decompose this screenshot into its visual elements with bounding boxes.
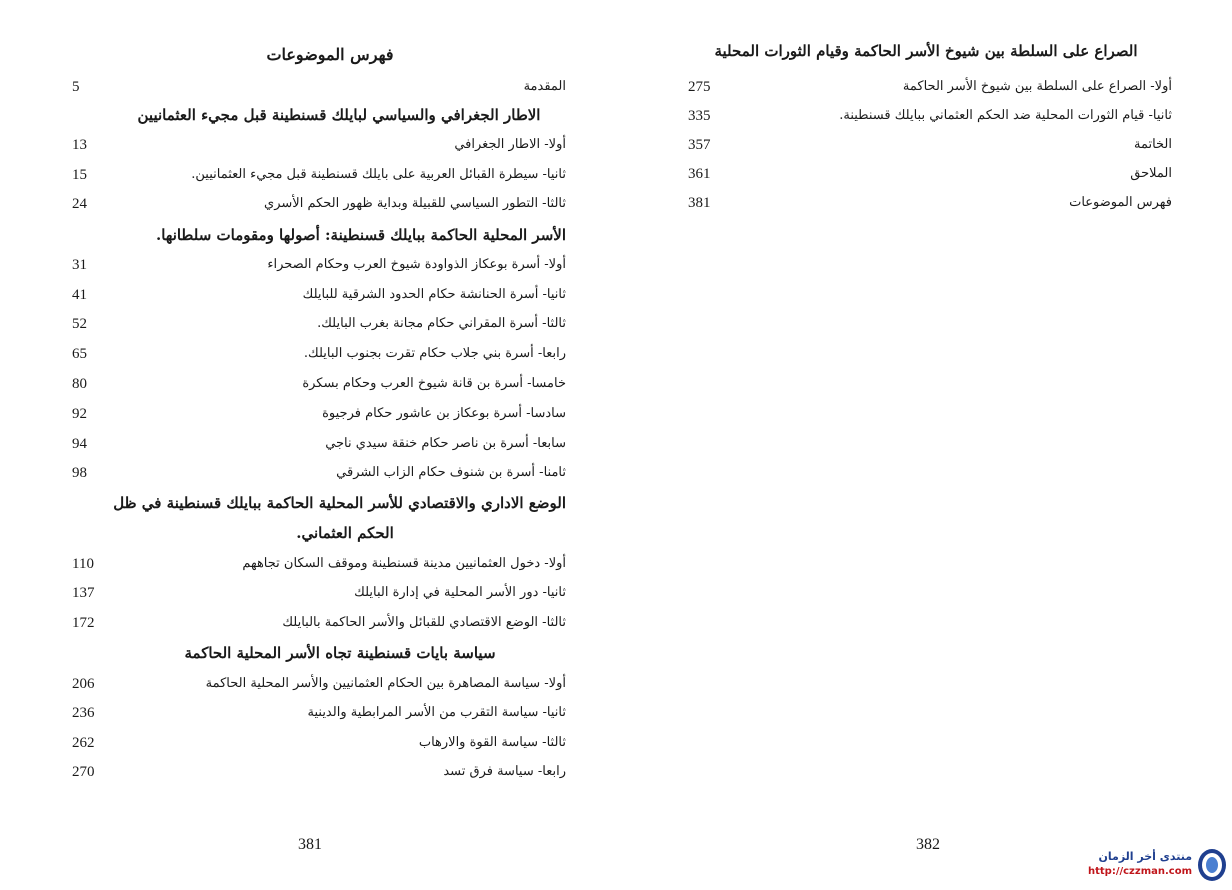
toc-entry-text: ثالثا- سياسة القوة والارهاب [418,735,566,750]
forum-watermark[interactable] [1070,844,1230,888]
toc-row [72,700,566,726]
toc-entry-text: أولا- دخول العثمانيين مدينة قسنطينة وموقف السكان تجاههم [242,556,566,571]
toc-row [72,401,566,427]
toc-row [72,191,566,217]
toc-entry-text: ثالثا- أسرة المقراني حكام مجانة بغرب البايلك. [317,316,566,331]
toc-row [688,190,1172,216]
toc-row [72,460,566,486]
toc-entry-text: ثانيا- سياسة التقرب من الأسر المرابطية والدينية [307,705,566,720]
toc-row [688,161,1172,187]
toc-row [72,671,566,697]
toc-page-number: 52 [72,316,87,332]
toc-entry-text: الخاتمة [1133,137,1172,152]
toc-entry-text: أولا- الاطار الجغرافي [454,137,566,152]
toc-entry-text: ثانيا- قيام الثورات المحلية ضد الحكم العثماني ببايلك قسنطينة. [839,108,1172,123]
toc-entry-text: ثانيا- سيطرة القبائل العربية على بايلك قسنطينة قبل مجيء العثمانيين. [191,167,566,182]
toc-row [688,103,1172,129]
toc-row [72,610,566,636]
toc-page-number: 335 [688,108,711,124]
toc-row [72,132,566,158]
toc-page-number: 206 [72,676,95,692]
toc-page-number: 13 [72,137,87,153]
toc-entry-text: ثالثا- التطور السياسي للقبيلة وبداية ظهور الحكم الأسري [264,196,566,211]
chapter-heading: الاطار الجغرافي والسياسي لبايلك قسنطينة قبل مجيء العثمانيين [137,106,541,124]
toc-row [72,371,566,397]
toc-page-number: 270 [72,764,95,780]
toc-entry-text: ثانيا- دور الأسر المحلية في إدارة البايلك [354,585,566,600]
toc-page-number: 65 [72,346,87,362]
chapter-heading: سياسة بايات قسنطينة تجاه الأسر المحلية الحاكمة [184,644,496,662]
chapter-heading: الصراع على السلطة بين شيوخ الأسر الحاكمة وقيام الثورات المحلية [714,42,1138,60]
toc-row [72,162,566,188]
toc-entry-text: ثالثا- الوضع الاقتصادي للقبائل والأسر الحاكمة بالبايلك [282,615,566,630]
toc-page-number: 172 [72,615,95,631]
toc-entry-text: أولا- سياسة المصاهرة بين الحكام العثمانيين والأسر المحلية الحاكمة [205,676,566,691]
toc-entry-text: أولا- أسرة بوعكاز الذواودة شيوخ العرب وحكام الصحراء [267,257,566,272]
toc-row [72,74,566,100]
toc-page-number: 98 [72,465,87,481]
toc-row [688,132,1172,158]
toc-page-number: 5 [72,79,80,95]
toc-page-number: 262 [72,735,95,751]
toc-page-number: 15 [72,167,87,183]
toc-page-number: 381 [688,195,711,211]
toc-page-number: 31 [72,257,87,273]
toc-row [72,311,566,337]
chapter-heading: الوضع الاداري والاقتصادي للأسر المحلية الحاكمة ببايلك قسنطينة في ظل [113,494,566,512]
toc-entry-text: أولا- الصراع على السلطة بين شيوخ الأسر الحاكمة [902,79,1172,94]
toc-row [72,551,566,577]
page-382 [616,0,1232,890]
toc-entry-text: رابعا- أسرة بني جلاب حكام تقرت بجنوب البايلك. [303,346,566,361]
toc-row [72,759,566,785]
page-number-footer: 381 [298,836,322,853]
toc-page-number: 110 [72,556,94,572]
toc-page-number: 94 [72,436,87,452]
toc-entry-text: خامسا- أسرة بن قانة شيوخ العرب وحكام بسكرة [302,376,566,391]
toc-entry-text: سابعا- أسرة بن ناصر حكام خنقة سيدي ناجي [325,436,566,451]
toc-title: فهرس الموضوعات [266,45,394,64]
toc-page-number: 80 [72,376,87,392]
toc-row [688,74,1172,100]
toc-page-number: 361 [688,166,711,182]
toc-entry-text: فهرس الموضوعات [1069,195,1172,210]
toc-page-number: 137 [72,585,95,601]
toc-entry-text: ثانيا- أسرة الحنانشة حكام الحدود الشرقية للبايلك [302,287,566,302]
page-number-footer: 382 [916,836,940,853]
shield-logo-icon [1196,847,1228,883]
toc-row [72,580,566,606]
toc-entry-text: سادسا- أسرة بوعكاز بن عاشور حكام فرجيوة [322,406,566,421]
toc-page-number: 24 [72,196,87,212]
chapter-heading-continued: الحكم العثماني. [296,524,394,542]
toc-page-number: 236 [72,705,95,721]
toc-entry-text: الملاحق [1130,166,1172,181]
chapter-heading: الأسر المحلية الحاكمة ببايلك قسنطينة: أصولها ومقومات سلطانها. [155,226,566,244]
toc-page-number: 275 [688,79,711,95]
toc-row [72,730,566,756]
toc-row [72,341,566,367]
toc-entry-text: رابعا- سياسة فرق تسد [443,764,566,779]
toc-row [72,431,566,457]
toc-entry-text: ثامنا- أسرة بن شنوف حكام الزاب الشرقي [336,465,566,480]
toc-page-number: 357 [688,137,711,153]
toc-row [72,282,566,308]
toc-row [72,252,566,278]
toc-page-number: 92 [72,406,87,422]
watermark-url[interactable]: http://czzman.com [1087,866,1192,877]
toc-page-number: 41 [72,287,87,303]
toc-entry-text: المقدمة [523,79,566,94]
watermark-name: منتدى أخر الزمان [1098,850,1192,863]
